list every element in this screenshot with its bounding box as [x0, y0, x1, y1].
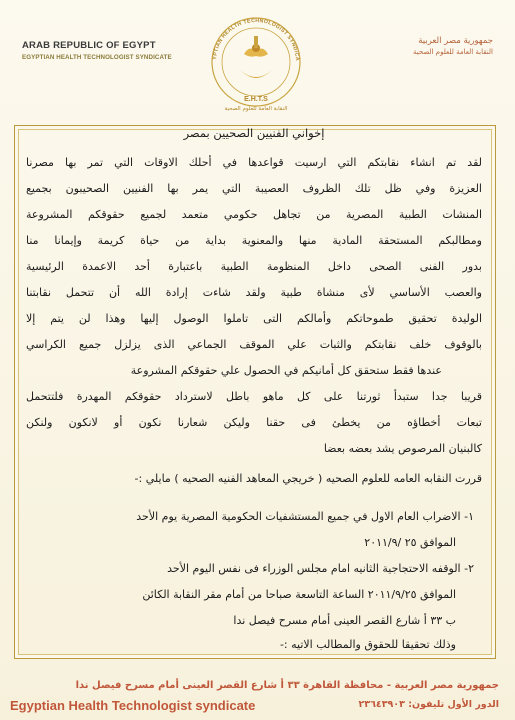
letter-line: المنشات الطبية المصرية من تجاهل حكومي متعمد لجميع حقوقكم المشروعة [26, 208, 482, 221]
demand-item: ٢- الوقفه الاحتجاجية الثانيه امام مجلس الوزراء فى نفس اليوم الأحد [167, 562, 474, 575]
letter-line: ومطالبكم المستحقة المادية منها والمعنوية بداية من حياة كريمة وإيمانا منا [26, 234, 482, 247]
svg-text:EGYPTIAN HEALTH TECHNOLOGIST S: YPTIAN HEALTH TECHNOLOGIST SYNDICA [212, 17, 301, 61]
letter-line: عندها فقط ستحقق كل أمانيكم في الحصول علي حقوقكم المشروعة [130, 364, 442, 377]
country-name-ar: جمهورية مصر العربية [418, 36, 493, 46]
footer-name-en: Egyptian Health Technologist syndicate [10, 698, 256, 713]
demand-detail: الموافق ٢٠١١/٩/٢٥ الساعة التاسعة صباحا من أمام مقر النقابة الكائن [142, 588, 456, 601]
demand-item: ١- الاضراب العام الاول في جميع المستشفيات الحكومية المصرية يوم الأحد [136, 510, 474, 523]
logo-acronym: E.H.T.S [244, 96, 268, 103]
letter-line: تبعات أخطاؤه من يخطئ فى حقنا وليكن شعارنا نكون أو لانكون ولنكن [26, 416, 482, 429]
demand-date: الموافق ٢٥ /٢٠١١/٩ [364, 536, 456, 549]
demand-detail: ب ٣٣ أ شارع القصر العينى أمام مسرح فيصل ندا [233, 614, 456, 627]
demand-closing: وذلك تحقيقا للحقوق والمطالب الاتيه :- [279, 638, 456, 651]
footer-address-ar: جمهورية مصر العربية - محافظة القاهرة ٣٣ أ شارع القصر العينى أمام مسرح فيصل ندا [75, 680, 499, 691]
letter-greeting: إخواني الفنيين الصحيين بمصر [183, 126, 325, 140]
letter-line: الوليدة تحقيق طموحاتكم وأمالكم التى تاملوا الوصول إليها وهذا لن يتم إلا [26, 312, 482, 325]
logo-arabic-name: النقابة العامة للعلوم الصحية [224, 106, 288, 112]
letter-line: العزيزة وفي ظل تلك الظروف العصيبة التي يمر بها الفنيين الصحيبون بجميع [26, 182, 482, 195]
letter-line: لقد تم انشاء نقابتكم التي ارسيت قواعدها في أحلك الاوقات التي تمر بها مصرنا [26, 156, 482, 169]
syndicate-name-ar: النقابة العامة للعلوم الصحية [413, 48, 493, 56]
footer-phone-ar: الدور الأول تليفون: ٢٣٦٤٣٩٠٣ [358, 699, 499, 710]
decision-heading: قررت النقابه العامه للعلوم الصحيه ( خريجي المعاهد الفنيه الصحيه ) مايلي :- [134, 472, 482, 485]
letter-line: قريبا جدا ستبدأ ثورتنا على كل ماهو باطل لاسترداد حقوقكم المهدرة فلتتحمل [26, 390, 482, 403]
letterhead-arabic [343, 36, 493, 56]
letterhead-english [22, 40, 192, 61]
letter-line: بدور الفنى الصحى داخل المنظومة الطبية باعتبارة أحد الاعمدة الرئيسية [26, 260, 482, 273]
letter-line: بالوقوف خلف نقابتكم والثبات علي الموقف الجماعي الذى يزلزل جميع الكراسي [26, 338, 482, 351]
country-name-en: ARAB REPUBLIC OF EGYPT [22, 40, 156, 51]
letter-line: كالبنيان المرصوص يشد بعضه بعضا [323, 442, 482, 455]
syndicate-logo [194, 14, 318, 122]
syndicate-name-en: EGYPTIAN HEALTH TECHNOLOGIST SYNDICATE [22, 54, 172, 61]
letter-line: والعصب الأساسي لأى منشاة طبية ولقد شاءت إرادة الله أن تتحمل نقابتنا [26, 286, 482, 299]
